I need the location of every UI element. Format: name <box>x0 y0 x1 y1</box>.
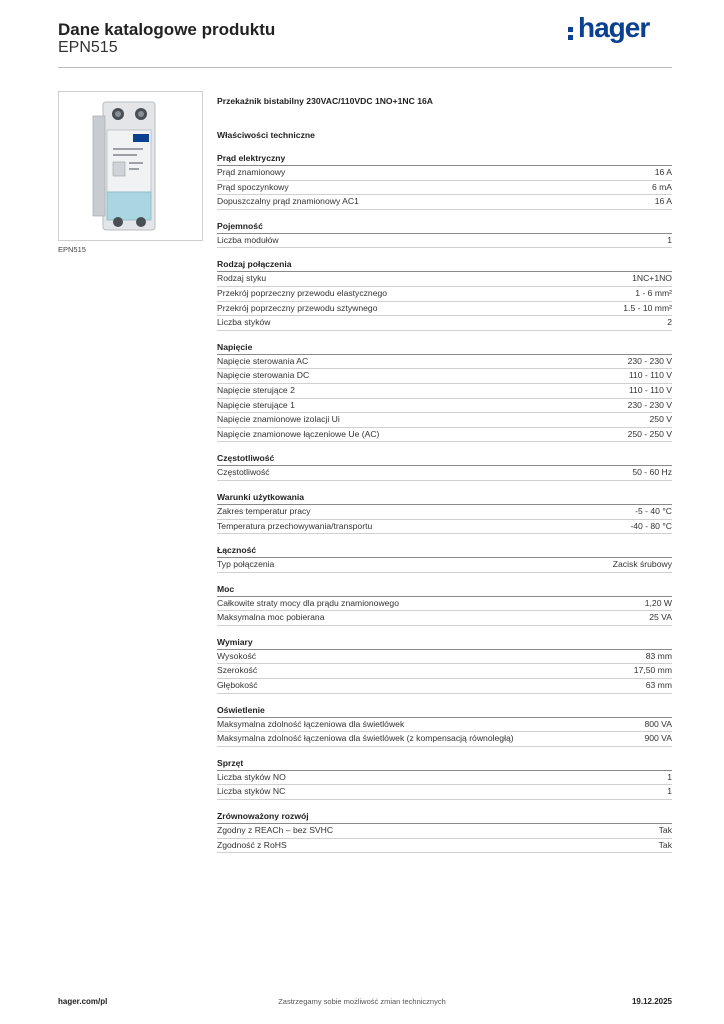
spec-value: 1 <box>667 234 672 245</box>
spec-value: 6 mA <box>651 181 672 192</box>
spec-label: Przekrój poprzeczny przewodu sztywnego <box>217 302 378 313</box>
hager-logo <box>568 14 658 50</box>
section-title: Prąd elektryczny <box>217 152 672 166</box>
product-image-caption: EPN515 <box>58 245 86 254</box>
spec-label: Rodzaj styku <box>217 273 267 284</box>
spec-label: Liczba styków NO <box>217 771 286 782</box>
spec-row <box>217 824 672 839</box>
spec-value: -5 - 40 °C <box>635 505 672 516</box>
spec-value: 110 - 110 V <box>628 370 672 381</box>
spec-section <box>217 258 672 330</box>
spec-row <box>217 181 672 196</box>
spec-row <box>217 384 672 399</box>
spec-value: 2 <box>667 317 672 328</box>
spec-row <box>217 771 672 786</box>
spec-value: 1 <box>667 771 672 782</box>
spec-row <box>217 399 672 414</box>
spec-section <box>217 583 672 626</box>
spec-value: 230 - 230 V <box>627 399 672 410</box>
section-title: Łączność <box>217 544 672 558</box>
spec-label: Częstotliwość <box>217 467 270 478</box>
spec-section <box>217 452 672 481</box>
spec-label: Napięcie sterujące 1 <box>217 399 295 410</box>
spec-value: 1NC+1NO <box>632 273 672 284</box>
spec-row <box>217 316 672 331</box>
spec-label: Napięcie znamionowe izolacji Ui <box>217 414 340 425</box>
spec-label: Zgodny z REACh – bez SVHC <box>217 825 334 836</box>
spec-value: 110 - 110 V <box>628 384 672 395</box>
product-code: EPN515 <box>58 39 118 56</box>
spec-value: Tak <box>658 825 672 836</box>
section-title: Warunki użytkowania <box>217 491 672 505</box>
spec-label: Napięcie sterowania DC <box>217 370 310 381</box>
spec-row <box>217 650 672 665</box>
spec-value: 16 A <box>654 167 672 177</box>
spec-section <box>217 544 672 573</box>
spec-value: 1.5 - 10 mm² <box>623 302 672 313</box>
spec-label: Liczba modułów <box>217 234 279 245</box>
spec-section <box>217 491 672 534</box>
section-title: Zrównoważony rozwój <box>217 810 672 824</box>
spec-label: Maksymalna moc pobierana <box>217 612 325 623</box>
spec-row <box>217 428 672 443</box>
section-title: Oświetlenie <box>217 704 672 718</box>
spec-label: Liczba styków NC <box>217 786 286 797</box>
spec-value: 25 VA <box>649 612 672 623</box>
spec-value: 1 <box>667 786 672 797</box>
product-description: Przekaźnik bistabilny 230VAC/110VDC 1NO+1NC 16A <box>217 96 433 106</box>
spec-section <box>217 341 672 443</box>
spec-row <box>217 413 672 428</box>
spec-value: 17,50 mm <box>633 665 672 676</box>
spec-value: 230 - 230 V <box>627 355 672 366</box>
section-title: Napięcie <box>217 341 672 355</box>
section-title: Częstotliwość <box>217 452 672 466</box>
spec-value: 50 - 60 Hz <box>632 467 672 478</box>
spec-row <box>217 718 672 733</box>
spec-label: Temperatura przechowywania/transportu <box>217 520 373 531</box>
spec-row <box>217 732 672 747</box>
section-title: Wymiary <box>217 636 672 650</box>
spec-row <box>217 369 672 384</box>
spec-value: 63 mm <box>645 680 672 691</box>
spec-label: Dopuszczalny prąd znamionowy AC1 <box>217 196 359 207</box>
spec-row <box>217 558 672 573</box>
spec-value: 250 - 250 V <box>627 428 672 439</box>
section-title: Moc <box>217 583 672 597</box>
spec-value: 1,20 W <box>644 597 672 608</box>
logo-text: hager <box>578 12 650 43</box>
spec-label: Wysokość <box>217 650 257 661</box>
product-image-box <box>58 91 203 241</box>
spec-row <box>217 679 672 694</box>
header-divider <box>58 67 672 68</box>
spec-label: Maksymalna zdolność łączeniowa dla świetlówek <box>217 718 405 729</box>
spec-section <box>217 810 672 853</box>
spec-value: Zacisk śrubowy <box>612 559 672 570</box>
spec-label: Zgodność z RoHS <box>217 839 287 850</box>
section-title: Rodzaj połączenia <box>217 258 672 272</box>
spec-label: Głębokość <box>217 680 258 691</box>
section-title: Pojemność <box>217 220 672 234</box>
spec-label: Napięcie sterowania AC <box>217 355 309 366</box>
spec-value: 800 VA <box>644 718 672 729</box>
spec-value: 16 A <box>654 196 672 207</box>
spec-section <box>217 220 672 249</box>
spec-label: Zakres temperatur pracy <box>217 505 311 516</box>
spec-value: 83 mm <box>645 650 672 661</box>
tech-properties-title: Właściwości techniczne <box>217 130 315 140</box>
spec-row <box>217 664 672 679</box>
spec-label: Całkowite straty mocy dla prądu znamionowego <box>217 597 399 608</box>
spec-label: Typ połączenia <box>217 559 275 570</box>
spec-sections <box>217 152 672 853</box>
spec-row <box>217 195 672 210</box>
spec-row <box>217 355 672 370</box>
spec-row <box>217 234 672 249</box>
spec-value: 250 V <box>649 414 672 425</box>
spec-section <box>217 757 672 800</box>
spec-content <box>217 96 672 853</box>
footer-website: hager.com/pl <box>58 997 108 1006</box>
footer-date: 19.12.2025 <box>631 997 672 1006</box>
page-title: Dane katalogowe produktu <box>58 20 276 39</box>
spec-row <box>217 597 672 612</box>
spec-value: -40 - 80 °C <box>630 520 672 531</box>
spec-label: Szerokość <box>217 665 258 676</box>
spec-row <box>217 839 672 854</box>
spec-row <box>217 272 672 287</box>
spec-section <box>217 152 672 210</box>
spec-value: 900 VA <box>644 733 672 744</box>
relay-device-icon <box>63 96 198 236</box>
spec-row <box>217 520 672 535</box>
section-title: Sprzęt <box>217 757 672 771</box>
spec-value: 1 - 6 mm² <box>635 287 672 298</box>
spec-row <box>217 785 672 800</box>
spec-label: Prąd znamionowy <box>217 167 286 177</box>
spec-label: Liczba styków <box>217 317 271 328</box>
spec-row <box>217 466 672 481</box>
spec-row <box>217 287 672 302</box>
logo-dots-icon <box>568 27 574 43</box>
spec-label: Napięcie znamionowe łączeniowe Ue (AC) <box>217 428 380 439</box>
spec-row <box>217 611 672 626</box>
spec-label: Prąd spoczynkowy <box>217 181 289 192</box>
spec-row <box>217 166 672 181</box>
spec-label: Maksymalna zdolność łączeniowa dla świetlówek (z kompensacją równoległą) <box>217 733 514 744</box>
spec-value: Tak <box>658 839 672 850</box>
spec-row <box>217 505 672 520</box>
spec-section <box>217 704 672 747</box>
spec-label: Przekrój poprzeczny przewodu elastycznego <box>217 287 388 298</box>
spec-row <box>217 302 672 317</box>
footer-note: Zastrzegamy sobie możliwość zmian technicznych <box>278 997 446 1006</box>
spec-section <box>217 636 672 694</box>
spec-label: Napięcie sterujące 2 <box>217 384 295 395</box>
